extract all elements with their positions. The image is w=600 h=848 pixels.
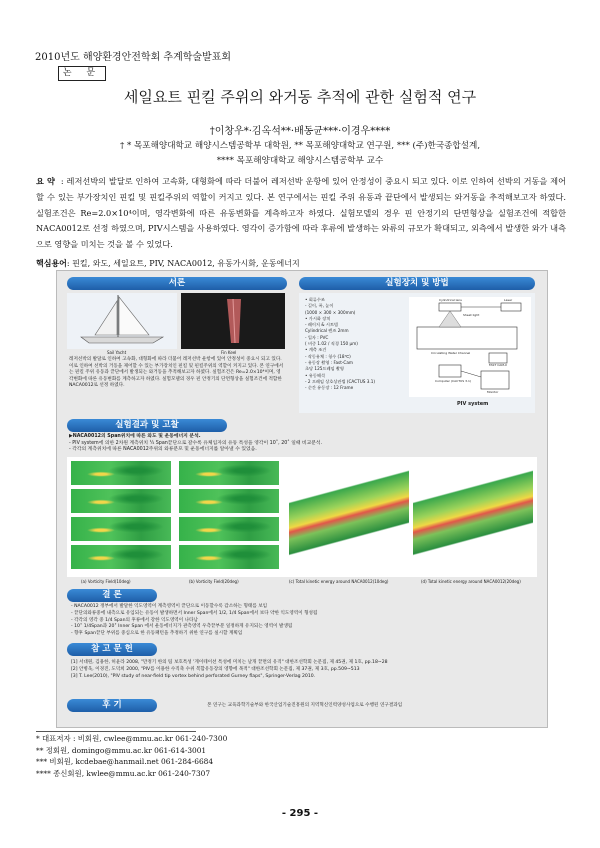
references-text (71, 660, 537, 680)
footnote-divider (36, 731, 196, 732)
abstract-text: : 레저선박의 발달로 인하여 고속화, 대형화에 따라 더불어 레저선박 운항에 있어 안정성이 중요시 되고 있다. 이로 인하여 선박의 거동을 제어할 수 있는 부가장치인 핀킬 및 핀킬주위의 역할이 커지고 있다. 본 연구에서는 핀킬 주위 유동과 끝단에서 발생되는 와거동을 추적해보고자 하였다. 실험조건은 Re=2.0×10⁴이며, 영각변화에 따른 유동변화를 계측하고자 하였다. 실험모델의 경우 핀 안정기의 단면형상을 실험조건에 적합한 NACA0012로 선정 하였으며, PIV시스템을 사용하였다. 영각이 증가함에 따라 후류에 발생하는 와류의 규모가 확대되고, 외측에서 발생한 와가 내측으로 영향을 미치는 것을 볼 수 있었다. (36, 176, 566, 250)
kinetic-energy-plot-20deg (413, 459, 533, 571)
footnote: **** 종신회원, kwlee@mmu.ac.kr 061-240-7307 (36, 768, 211, 778)
conclusion-line: - NACA0012 정부에서 발달한 익도영역이 계측영역이 끝단으로 이동할수록 감소하는 형태를 보임 (71, 604, 268, 609)
affiliation-line-2: **** 목포해양대학교 해양시스템공학부 교수 (216, 156, 384, 166)
piv-system-caption: PIV system (457, 401, 489, 407)
diagram-label-channel: Circulating Water Channel (431, 351, 471, 355)
vorticity-plot-10deg-4 (71, 545, 171, 569)
result-caption-c: (c) Total kinetic energy around NACA0012(10deg) (289, 579, 389, 584)
vorticity-plot-10deg-3 (71, 517, 171, 541)
vorticity-plot-20deg-3 (179, 517, 279, 541)
setup-item: - 작동유체 : 청수 (18℃) (305, 353, 351, 359)
setup-item: • 회류수조 (305, 297, 325, 302)
setup-item: - 레이저 & 시트빔 (305, 322, 339, 328)
diagram-label-camera: FAST CAM-X (489, 363, 507, 367)
setup-item: 초당 125프레임 촬영 (305, 366, 344, 372)
results-banner: 실험결과 및 고찰 (67, 419, 227, 432)
reference-item: [2] 안병욱, 이경진, 도덕희 2000, "PIV를 이용한 수직축 수위 복합유동장의 영향에 목적" 대한조선학회 논문집, 제 37권, 제 3호, pp.509~513 (71, 666, 360, 672)
conference-header: 2010년도 해양환경안전학회 추계학술발표회 (35, 52, 232, 63)
reference-item: [1] 서대원, 김용한, 허윤라 2008, "만정기 한의 팀 보호특성 '게이테이션 특성에 미치는 날개 끝면의 유격" 대한조선학회 논문집, 제 45권, 제 1호, pp.18~28 (71, 660, 388, 665)
setup-item: (1000 × 300 × 300mm) (305, 309, 356, 315)
keywords-label: 핵심용어 (36, 258, 67, 268)
vorticity-plot-20deg-4 (179, 545, 279, 569)
setup-items (305, 297, 405, 391)
result-caption-a: (a) Vorticity Field(10deg) (81, 579, 131, 584)
results-figure (67, 457, 537, 577)
abstract (36, 174, 566, 253)
fin-keel-image (181, 293, 285, 349)
results-text (69, 434, 539, 454)
affiliation-line-1: † * 목포해양대학교 해양시스템공학부 대학원, ** 목포해양대학교 연구원, *** (주)한국종합설계, (119, 141, 481, 151)
keywords-text: : 핀킬, 와도, 세일요트, PIV, NACA0012, 유동가시화, 운동에너지 (66, 259, 300, 268)
diagram-label-monitor: Monitor (487, 390, 499, 394)
kinetic-energy-plot-10deg (289, 459, 409, 571)
vorticity-plot-10deg-2 (71, 489, 171, 513)
footnote: * 대표저자 : 비회원, cwlee@mmu.ac.kr 061-240-7300 (36, 734, 228, 743)
setup-item: - 2 프레임 상호상관법 (CACTUS 3.1) (305, 378, 376, 384)
setup-item: - 입자 : PVC (305, 334, 329, 340)
conclusion-line: - 10˚ 1/4Span과 20˚ Inner Span 에서 운동에너지가 관측영역 우측끝부분 일정하게 유지되는 영역이 발생됨 (71, 624, 293, 630)
setup-banner: 실험장치 및 방법 (299, 277, 535, 290)
paper-type-tag: 논 문 (58, 66, 106, 81)
vorticity-plot-20deg-1 (179, 461, 279, 485)
results-line: ▶NACA0012의 Span위치에 따른 와도 및 운동에너지 분석. (69, 434, 201, 439)
vorticity-plot-10deg-1 (71, 461, 171, 485)
intro-text: 레저선박의 발달로 인하여 고속화, 대형화에 따라 더불어 레저선박 운항에 있어 안정성이 중요시 되고 있다. 이로 인하여 선박의 거동을 제어할 수 있는 부가장치인 핀킬 및 핀킬주위의 역할이 커지고 있다. 본 연구에서는 핀킬 주위 유동과 끝단에서 발생되는 와거동을 추적해보고자 하였다. 실험조건은 Re=2.0×10⁴이며, 영각변화에 따른 유동변화를 계측하고자 하였다. 실험모델의 경우 핀 안정기의 단면형상을 실험조건에 적합한 NACA0012로 선정 하였다. (69, 357, 284, 389)
reference-item: [3] T. Lee(2010), "PIV study of near-field tip vortex behind perforated Gurney flaps", Springer-Verlag 2010. (71, 673, 316, 679)
setup-item: • 가시화 장치 (305, 315, 331, 321)
conclusion-banner: 결 론 (67, 589, 157, 602)
conclusion-line: - 각각의 영각 중 1/4 Span의 후류에서 강한 익도영역이 나타남 (71, 617, 198, 623)
sail-yacht-image (67, 293, 177, 349)
conclusion-text (71, 604, 537, 638)
result-caption-d: (d) Total kinetic energy around NACA0012(20deg) (421, 579, 521, 584)
references-banner: 참 고 문 헌 (67, 643, 157, 656)
abstract-label: 요 약 (36, 176, 55, 186)
footnotes (36, 733, 236, 779)
keywords (36, 258, 300, 269)
conclusion-line: - 향후 Span끝단 부위를 중심으로 한 유동패턴을 추정하기 위한 연구를 실시할 계획임 (71, 631, 243, 637)
setup-item: ( 비중 1.02 / 직경 150 μm) (305, 341, 358, 347)
setup-item: Cylindrical 렌즈 2mm (305, 328, 349, 334)
results-line: - PIV system에 의한 2차원 계측위치 ¼ Span끝단으로 갈수록 유체입자의 유동 특성을 영각이 10˚, 20˚ 일때 비교분석. (69, 440, 323, 446)
paper-title: 세일요트 핀킬 주위의 와거동 추적에 관한 실험적 연구 (123, 88, 477, 106)
result-caption-b: (b) Vorticity Field(20deg) (189, 579, 239, 584)
footnote: *** 비회원, kcdebae@hanmail.net 061-284-6684 (36, 757, 214, 767)
footnote: ** 정회원, domingo@mmu.ac.kr 061-614-3001 (36, 745, 207, 755)
intro-banner: 서론 (67, 277, 287, 290)
poster-figure (56, 270, 548, 728)
diagram-label-computer: Computer (CACTUS 3.1) (435, 379, 472, 383)
sail-yacht-caption: Sail Yacht (107, 350, 127, 355)
acknowledgment-text: 본 연구는 교육과학기술부와 한국산업기술진흥원의 지역혁신인력양성사업으로 수행된 연구결과임 (207, 703, 403, 708)
setup-item: - 길이, 폭, 높이 (305, 303, 334, 309)
authors: †이창우*·김옥석**·배동균***·이경우**** (209, 126, 391, 137)
diagram-label-laser: Laser (504, 298, 513, 302)
setup-item: • 계측 조건 (305, 347, 327, 353)
diagram-label-lens: Cylindrical lens (439, 298, 462, 302)
page-number: - 295 - (281, 808, 319, 819)
vorticity-plot-20deg-2 (179, 489, 279, 513)
acknowledgment-banner: 후 기 (67, 699, 157, 712)
piv-system-diagram (409, 297, 531, 397)
fin-keel-caption: Fin Keel (221, 350, 237, 355)
diagram-label-sheet: Sheet light (463, 313, 480, 317)
setup-item: - 유동장 촬영 : Fast-Cam (305, 359, 353, 365)
results-line: - 각각의 계측위치에 따른 NACA0012주위의 와류분포 및 운동에너지를 알아낼 수 있었음. (69, 447, 257, 453)
setup-item: - 순간 유동장 : 12 Frame (305, 385, 354, 391)
setup-item: • 유동해석 (305, 372, 325, 378)
conclusion-line: - 끝단의와류중에 내측으로 유입되는 유동이 발생하면서 Inner Span에서 1/2, 1/4 Span에서 보다 약한 익도영역이 형성됨 (71, 610, 318, 616)
